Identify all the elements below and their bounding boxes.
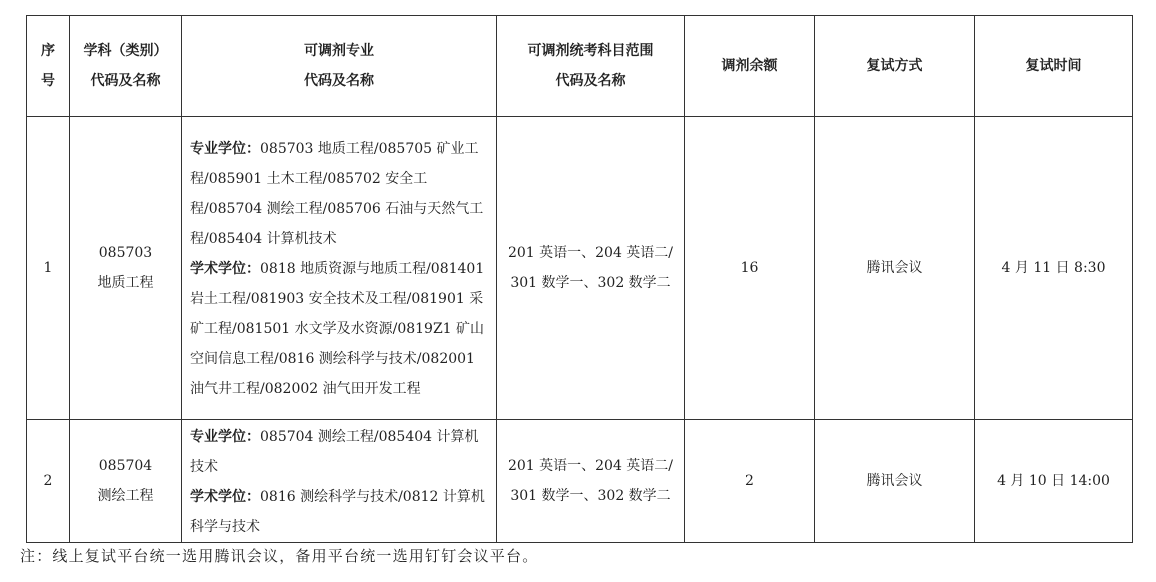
header-subject: 学科（类别） 代码及名称 bbox=[70, 16, 182, 117]
table-row bbox=[27, 420, 1133, 543]
footnote: 注：线上复试平台统一选用腾讯会议，备用平台统一选用钉钉会议平台。 bbox=[20, 547, 539, 565]
method-cell: 腾讯会议 bbox=[815, 117, 975, 420]
time-cell: 4 月 10 日 14:00 bbox=[975, 420, 1133, 543]
major-cell: 专业学位：085704 测绘工程/085404 计算机技术 学术学位：0816 测绘科学与技术/0812 计算机科学与技术 bbox=[182, 420, 497, 543]
header-method: 复试方式 bbox=[815, 16, 975, 117]
quota-cell: 2 bbox=[685, 420, 815, 543]
major-cell: 专业学位：085703 地质工程/085705 矿业工程/085901 土木工程/085702 安全工程/085704 测绘工程/085706 石油与天然气工程/085404 计算机技术 学术学位：0818 地质资源与地质工程/081401 岩土工程/081903 安全技术及工程/081901 采矿工程/081501 水文学及水资源/0819Z1 矿山空间信息工程/0816 测绘科学与技术/082001 油气井工程/082002 油气田开发工程 bbox=[182, 117, 497, 420]
exam-cell: 201 英语一、204 英语二/ 301 数学一、302 数学二 bbox=[497, 420, 685, 543]
table-row bbox=[27, 117, 1133, 420]
header-exam: 可调剂统考科目范围 代码及名称 bbox=[497, 16, 685, 117]
header-quota: 调剂余额 bbox=[685, 16, 815, 117]
header-major: 可调剂专业 代码及名称 bbox=[182, 16, 497, 117]
header-seq: 序 号 bbox=[27, 16, 70, 117]
header-time: 复试时间 bbox=[975, 16, 1133, 117]
header-row bbox=[27, 16, 1133, 117]
subject-cell: 085703 地质工程 bbox=[70, 117, 182, 420]
adjustment-table bbox=[26, 15, 1133, 543]
exam-cell: 201 英语一、204 英语二/ 301 数学一、302 数学二 bbox=[497, 117, 685, 420]
seq-cell: 1 bbox=[27, 117, 70, 420]
method-cell: 腾讯会议 bbox=[815, 420, 975, 543]
time-cell: 4 月 11 日 8:30 bbox=[975, 117, 1133, 420]
seq-cell: 2 bbox=[27, 420, 70, 543]
subject-cell: 085704 测绘工程 bbox=[70, 420, 182, 543]
quota-cell: 16 bbox=[685, 117, 815, 420]
